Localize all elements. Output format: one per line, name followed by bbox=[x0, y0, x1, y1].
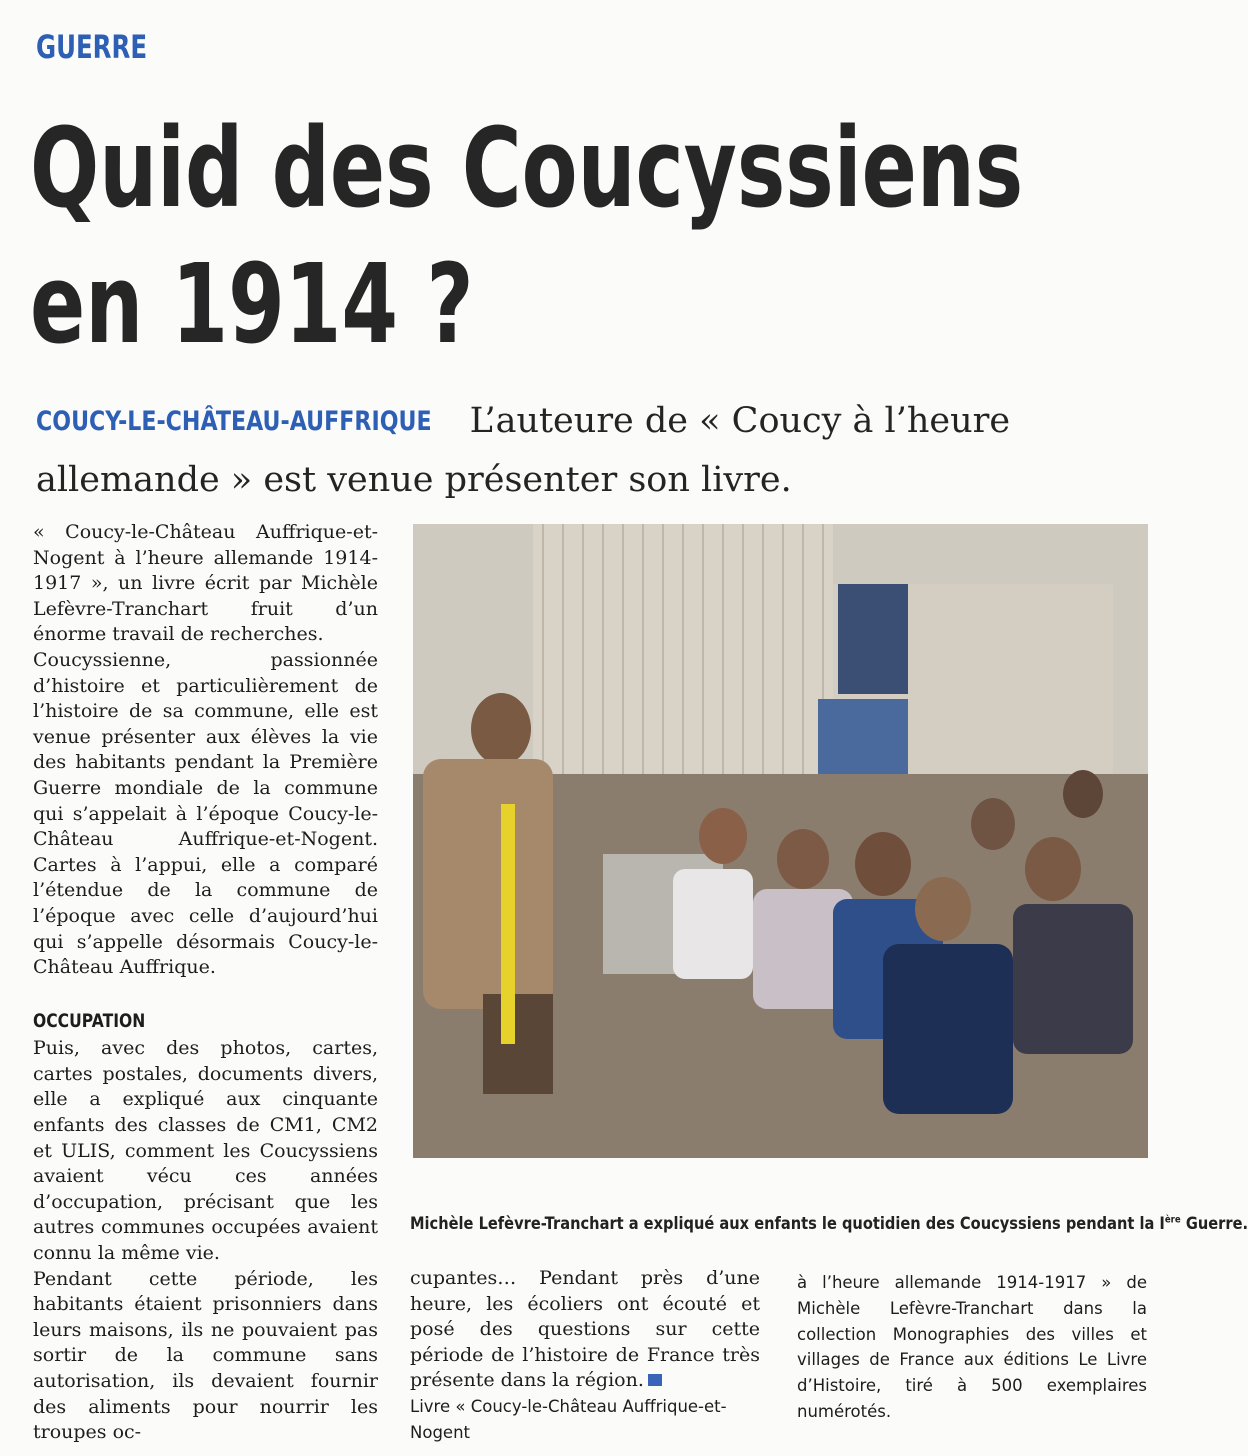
book-reference-start: Livre « Coucy-le-Château Auffrique-et-Nogent bbox=[410, 1396, 727, 1442]
paragraph-intro: « Coucy-le-Château Auffrique-et-Nogent à l’heure allemande 1914-1917 », un livre écrit par Michèle Lefèvre-Tranchart fruit d’un énorme travail de recherches. bbox=[33, 521, 378, 646]
headline bbox=[30, 100, 1024, 372]
article-column-3 bbox=[797, 1270, 1147, 1425]
article-column-1 bbox=[33, 520, 378, 1446]
headline-line-2: en 1914 ? bbox=[30, 240, 474, 368]
classroom-photo bbox=[413, 524, 1148, 1158]
photo-caption bbox=[410, 1214, 1248, 1234]
subheadline bbox=[36, 392, 1146, 509]
paragraph-school bbox=[410, 1266, 760, 1394]
paragraph-presentation: Puis, avec des photos, cartes, cartes postales, documents divers, elle a expliqué aux cinquante enfants des classes de CM1, CM2 et ULIS, comment les Coucyssiens avaient vécu ces années d’occupation, précisant que les autres communes occupées avaient connu la même vie. bbox=[33, 1037, 378, 1265]
paragraph-period: Pendant cette période, les habitants étaient prisonniers dans leurs maisons, ils ne pouvaient pas sortir de la commune sans autorisation, ils devaient fournir des aliments pour nourrir les troupes oc- bbox=[33, 1267, 378, 1444]
caption-ordinal: ère bbox=[1164, 1214, 1181, 1226]
paragraph-author: Coucyssienne, passionnée d’histoire et particulièrement de l’histoire de sa commune, elle est venue présenter aux élèves la vie des habitants pendant la Première Guerre mondiale de la commune qui s’appelait à l’époque Coucy-le-Château Auffrique-et-Nogent. Cartes à l’appui, elle a comparé l’étendue de la commune de l’époque avec celle d’aujourd’hui qui s’appelle désormais Coucy-le-Château Auffrique. bbox=[33, 648, 378, 979]
subheadline-text: L’auteure de « Coucy à l’heure allemande » est venue présenter son livre. bbox=[36, 401, 1011, 500]
section-label: GUERRE bbox=[36, 28, 148, 66]
dateline-place: COUCY-LE-CHÂTEAU-AUFFRIQUE bbox=[36, 406, 432, 437]
book-reference-end: à l’heure allemande 1914-1917 » de Michèle Lefèvre-Tranchart dans la collection Monographies des villes et villages de France aux éditions Le Livre d’Histoire, tiré à 500 exemplaires numérotés. bbox=[797, 1273, 1147, 1421]
article-column-2 bbox=[410, 1266, 760, 1446]
end-mark-icon bbox=[648, 1374, 662, 1386]
paragraph-school-text: cupantes… Pendant près d’une heure, les écoliers ont écouté et posé des questions sur cette période de l’histoire de France très présente dans la région. bbox=[410, 1267, 760, 1392]
headline-line-1: Quid des Coucyssiens bbox=[30, 104, 1024, 232]
caption-end: Guerre. bbox=[1180, 1214, 1248, 1234]
caption-text: Michèle Lefèvre-Tranchart a expliqué aux enfants le quotidien des Coucyssiens pendant la I bbox=[410, 1214, 1165, 1234]
subhead-occupation: OCCUPATION bbox=[33, 1009, 146, 1032]
classroom-photo-illustration bbox=[413, 524, 1148, 1158]
